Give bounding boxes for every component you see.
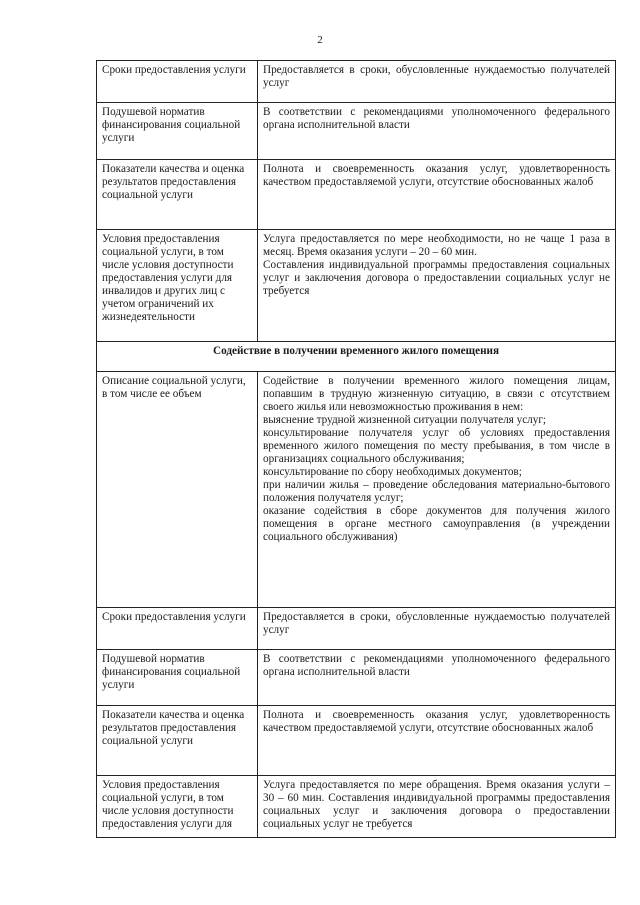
value-line: при наличии жилья – проведение обследования материально-бытового положения получателя услуг; (263, 479, 610, 504)
value-line: Составления индивидуальной программы предоставления социальных услуг и заключения договора о предоставлении социальных услуг не требуется (263, 259, 610, 297)
page-number: 2 (317, 34, 323, 46)
table-row (97, 372, 616, 608)
section-header: Содействие в получении временного жилого помещения (97, 342, 616, 372)
row-value: В соответствии с рекомендациями уполномоченного федерального органа исполнительной власти (258, 650, 616, 706)
row-label: Подушевой норматив финансирования социальной услуги (97, 650, 258, 706)
row-value: Предоставляется в сроки, обусловленные нуждаемостью получателей услуг (258, 608, 616, 650)
row-value (258, 372, 616, 608)
table-row (97, 608, 616, 650)
row-value: Полнота и своевременность оказания услуг, удовлетворенность качеством предоставляемой услуги, отсутствие обоснованных жалоб (258, 706, 616, 776)
row-label: Сроки предоставления услуги (97, 61, 258, 103)
row-label: Подушевой норматив финансирования социальной услуги (97, 103, 258, 160)
row-value: Предоставляется в сроки, обусловленные нуждаемостью получателей услуг (258, 61, 616, 103)
value-line: консультирование получателя услуг об условиях предоставления временного жилого помещения по месту пребывания, в том числе в организациях социального обслуживания; (263, 427, 610, 465)
value-line: Содействие в получении временного жилого помещения лицам, попавшим в трудную жизненную ситуацию, в связи с отсутствием своего жилья или невозможностью проживания в нем: (263, 375, 610, 413)
table-row (97, 160, 616, 230)
table-row (97, 706, 616, 776)
row-label: Показатели качества и оценка результатов предоставления социальной услуги (97, 160, 258, 230)
value-line: выяснение трудной жизненной ситуации получателя услуг; (263, 414, 547, 426)
row-label: Показатели качества и оценка результатов предоставления социальной услуги (97, 706, 258, 776)
row-label: Условия предоставления социальной услуги, в том числе условия доступности предоставления услуги для (97, 776, 258, 838)
row-value: Полнота и своевременность оказания услуг, удовлетворенность качеством предоставляемой услуги, отсутствие обоснованных жалоб (258, 160, 616, 230)
row-label: Условия предоставления социальной услуги, в том числе условия доступности предоставления услуги для инвалидов и других лиц с учетом ограничений их жизнедеятельности (97, 230, 258, 342)
row-value: Услуга предоставляется по мере обращения. Время оказания услуги – 30 – 60 мин. Составления индивидуальной программы предоставления социальных услуг и заключения договора о предоставлении социальных услуг не требуется (258, 776, 616, 838)
table-row (97, 103, 616, 160)
row-label: Описание социальной услуги, в том числе ее объем (97, 372, 258, 608)
table-row (97, 230, 616, 342)
row-value: В соответствии с рекомендациями уполномоченного федерального органа исполнительной власти (258, 103, 616, 160)
table-row (97, 61, 616, 103)
value-line: Услуга предоставляется по мере необходимости, но не чаще 1 раза в месяц. Время оказания услуги – 20 – 60 мин. (263, 233, 610, 258)
value-line: консультирование по сбору необходимых документов; (263, 466, 522, 478)
value-line: оказание содействия в сборе документов для получения жилого помещения в органе местного самоуправления (в учреждении социального обслуживания) (263, 505, 610, 543)
table-row (97, 776, 616, 838)
services-table (96, 60, 616, 838)
row-value (258, 230, 616, 342)
row-label: Сроки предоставления услуги (97, 608, 258, 650)
section-header-row (97, 342, 616, 372)
table-row (97, 650, 616, 706)
